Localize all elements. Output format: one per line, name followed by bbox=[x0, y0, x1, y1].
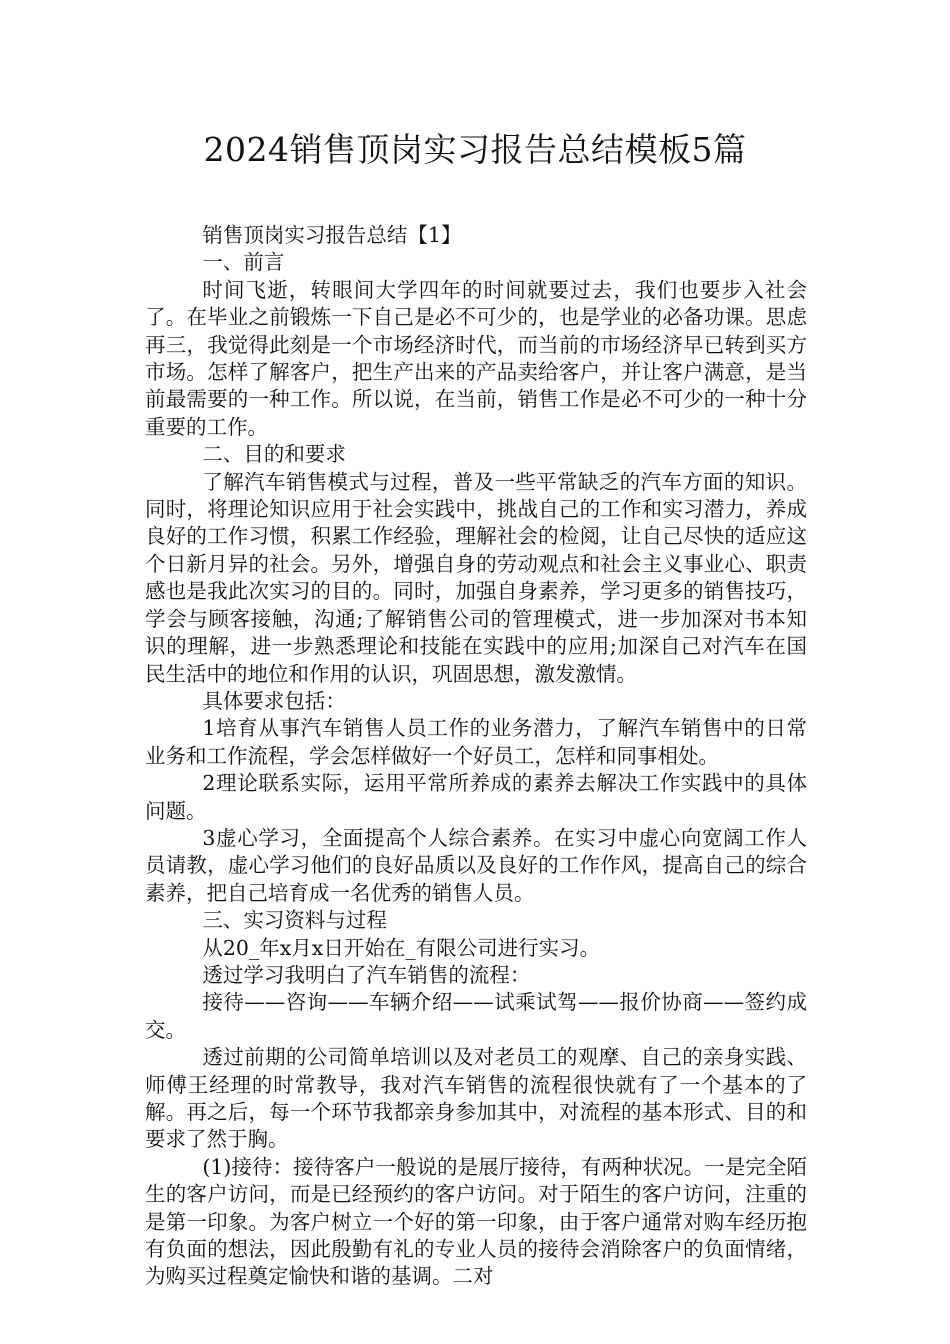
paragraph-purpose: 了解汽车销售模式与过程，普及一些平常缺乏的汽车方面的知识。同时，将理论知识应用于社会实践中，挑战自己的工作和实习潜力，养成良好的工作习惯，积累工作经验，理解社会的检阅，让自己尽快的适应这个日新月异的社会。另外，增强自身的劳动观点和社会主义事业心、职责感也是我此次实习的目的。同时，加强自身素养，学习更多的销售技巧，学会与顾客接触，沟通;了解销售公司的管理模式，进一步加深对书本知识的理解，进一步熟悉理论和技能在实践中的应用;加深自己对汽车在国民生活中的地位和作用的认识，巩固思想，激发激情。 bbox=[145, 469, 807, 686]
section-heading-purpose: 二、目的和要求 bbox=[202, 442, 346, 467]
document-body bbox=[145, 222, 807, 1291]
section-heading-process: 三、实习资料与过程 bbox=[202, 908, 387, 933]
document-title: 2024销售顶岗实习报告总结模板5篇 bbox=[203, 130, 747, 169]
paragraph-sales-flow-intro: 透过学习我明白了汽车销售的流程： bbox=[202, 962, 531, 987]
section-heading-report-1: 销售顶岗实习报告总结【1】 bbox=[202, 223, 462, 247]
paragraph-preface: 时间飞逝，转眼间大学四年的时间就要过去，我们也要步入社会了。在毕业之前锻炼一下自己是必不可少的，也是学业的必备功课。思虑再三，我觉得此刻是一个市场经济时代，而当前的市场经济早已转到买方市场。怎样了解客户，把生产出来的产品卖给客户，并让客户满意，是当前最需要的一种工作。所以说，在当前，销售工作是必不可少的一种十分重要的工作。 bbox=[145, 277, 807, 439]
paragraph-sales-flow-steps: 接待——咨询——车辆介绍——试乘试驾——报价协商——签约成交。 bbox=[145, 990, 807, 1042]
list-item-requirement-1: 1培育从事汽车销售人员工作的业务潜力，了解汽车销售中的日常业务和工作流程，学会怎样做好一个好员工，怎样和同事相处。 bbox=[145, 716, 807, 768]
paragraph-training: 透过前期的公司简单培训以及对老员工的观摩、自己的亲身实践、师傅王经理的时常教导，我对汽车销售的流程很快就有了一个基本的了解。再之后，每一个环节我都亲身参加其中，对流程的基本形式、目的和要求了然于胸。 bbox=[145, 1045, 807, 1152]
paragraph-requirements-intro: 具体要求包括： bbox=[202, 688, 346, 713]
paragraph-reception: (1)接待：接待客户一般说的是展厅接待，有两种状况。一是完全陌生的客户访问，而是已经预约的客户访问。对于陌生的客户访问，注重的是第一印象。为客户树立一个好的第一印象，由于客户通常对购车经历抱有负面的想法，因此殷勤有礼的专业人员的接待会消除客户的负面情绪，为购买过程奠定愉快和谐的基调。二对 bbox=[145, 1154, 807, 1289]
section-heading-preface: 一、前言 bbox=[202, 250, 285, 275]
list-item-requirement-3: 3虚心学习，全面提高个人综合素养。在实习中虚心向宽阔工作人员请教，虚心学习他们的良好品质以及良好的工作作风，提高自己的综合素养，把自己培育成一名优秀的销售人员。 bbox=[145, 825, 807, 905]
paragraph-start-date: 从20_年x月x日开始在_有限公司进行实习。 bbox=[202, 935, 601, 960]
list-item-requirement-2: 2理论联系实际，运用平常所养成的素养去解决工作实践中的具体问题。 bbox=[145, 771, 807, 823]
